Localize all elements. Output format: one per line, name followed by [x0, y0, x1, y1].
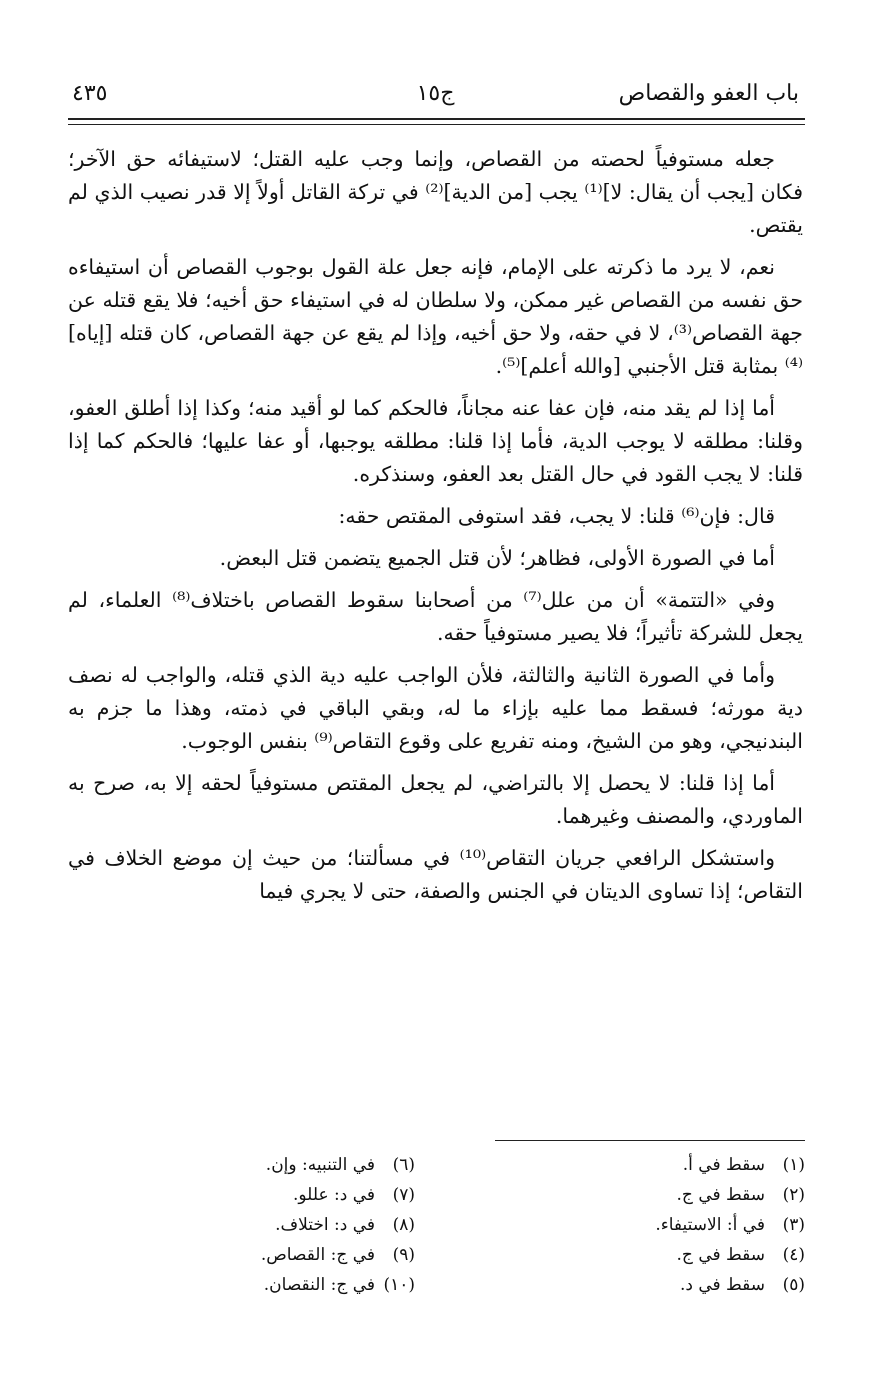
footnote-number: (١٠): [383, 1275, 415, 1295]
footnote-number: (١): [782, 1155, 805, 1175]
footnotes: [90, 1150, 805, 1320]
paragraph: قال: فإن⁽⁶⁾ قلنا: لا يجب، فقد استوفى المقتص حقه:: [338, 504, 775, 528]
footnote-item: [435, 1210, 805, 1240]
footnote-item: [435, 1270, 805, 1300]
page-header: [72, 76, 799, 112]
paragraph: وأما في الصورة الثانية والثالثة، فلأن الواجب عليه دية الذي قتله، والواجب له نصف دية مورثه؛ فسقط مما عليه بإزاء ما له، وبقي الباقي في ذمته، وهذا ما جزم به البندنيجي، وهو من الشيخ، ومنه تفريع على وقوع التقاص⁽⁹⁾ بنفس الوجوب.: [68, 663, 803, 753]
footnote-item: [435, 1150, 805, 1180]
header-rule-thick: [68, 118, 805, 120]
footnote-text: في د: اختلاف.: [275, 1215, 375, 1235]
paragraph: أما في الصورة الأولى، فظاهر؛ لأن قتل الجميع يتضمن قتل البعض.: [219, 546, 775, 570]
footnotes-column-left: [45, 1150, 415, 1300]
footnote-number: (٦): [392, 1155, 415, 1175]
footnote-item: [435, 1180, 805, 1210]
footnote-number: (٣): [782, 1215, 805, 1235]
paragraph: أما إذا قلنا: لا يحصل إلا بالتراضي، لم يجعل المقتص مستوفياً لحقه إلا به، صرح به الماوردي، والمصنف وغيرهما.: [68, 771, 803, 828]
footnote-item: [45, 1240, 415, 1270]
footnote-text: في د: عللو.: [293, 1185, 375, 1205]
paragraph: نعم، لا يرد ما ذكرته على الإمام، فإنه جعل علة القول بوجوب القصاص أن استيفاءه حق نفسه من القصاص غير ممكن، ولا سلطان له في استيفاء حق أخيه؛ فلا يقع قتله عن جهة القصاص⁽³⁾، لا في حقه، ولا حق أخيه، وإذا لم يقع عن جهة القصاص، كان قتله [إياه]⁽⁴⁾ بمثابة قتل الأجنبي [والله أعلم]⁽⁵⁾.: [68, 255, 803, 378]
footnote-item: [45, 1180, 415, 1210]
footnote-number: (٤): [782, 1245, 805, 1265]
volume-number: ج١٥: [416, 81, 455, 106]
paragraph: جعله مستوفياً لحصته من القصاص، وإنما وجب عليه القتل؛ لاستيفائه حق الآخر؛ فكان [يجب أن يقال: لا]⁽¹⁾ يجب [من الدية]⁽²⁾ في تركة القاتل أولاً إلا قدر نصيب الذي لم يقتص.: [68, 147, 804, 237]
chapter-title: باب العفو والقصاص: [618, 81, 799, 106]
footnote-number: (٥): [782, 1275, 805, 1295]
footnote-separator: [495, 1140, 805, 1141]
paragraph: أما إذا لم يقد منه، فإن عفا عنه مجاناً، فالحكم كما لو أقيد منه؛ وكذا إذا أطلق العفو، وقلنا: مطلقه لا يوجب الدية، فأما إذا قلنا: مطلقه يوجبها، أو عفا عليها؛ فالحكم كما إذا قلنا: لا يجب القود في حال القتل بعد العفو، وسنذكره.: [68, 396, 803, 486]
footnote-number: (٧): [392, 1185, 415, 1205]
footnote-item: [435, 1240, 805, 1270]
paragraph: وفي «التتمة» أن من علل⁽⁷⁾ من أصحابنا سقوط القصاص باختلاف⁽⁸⁾ العلماء، لم يجعل للشركة تأثيراً؛ فلا يصير مستوفياً حقه.: [68, 588, 803, 645]
footnote-item: [45, 1210, 415, 1240]
footnote-text: في ج: النقصان.: [263, 1275, 375, 1295]
footnote-text: سقط في د.: [679, 1275, 765, 1295]
paragraph: واستشكل الرافعي جريان التقاص⁽¹⁰⁾ في مسألتنا؛ من حيث إن موضع الخلاف في التقاص؛ إذا تساوى الديتان في الجنس والصفة، حتى لا يجري فيما: [68, 846, 803, 903]
footnote-text: في ج: القصاص.: [260, 1245, 375, 1265]
footnote-number: (٩): [392, 1245, 415, 1265]
footnote-item: [45, 1270, 415, 1300]
footnote-text: سقط في ج.: [676, 1185, 765, 1205]
footnote-text: سقط في ج.: [676, 1245, 765, 1265]
header-rule-thin: [68, 124, 805, 125]
main-text: [68, 143, 803, 917]
footnote-number: (٢): [782, 1185, 805, 1205]
footnote-text: سقط في أ.: [682, 1155, 765, 1175]
footnote-text: في أ: الاستيفاء.: [655, 1215, 765, 1235]
footnote-text: في التنبيه: وإن.: [265, 1155, 375, 1175]
footnotes-column-right: [435, 1150, 805, 1300]
page-number: ٤٣٥: [72, 81, 108, 106]
footnote-item: [45, 1150, 415, 1180]
footnote-number: (٨): [392, 1215, 415, 1235]
